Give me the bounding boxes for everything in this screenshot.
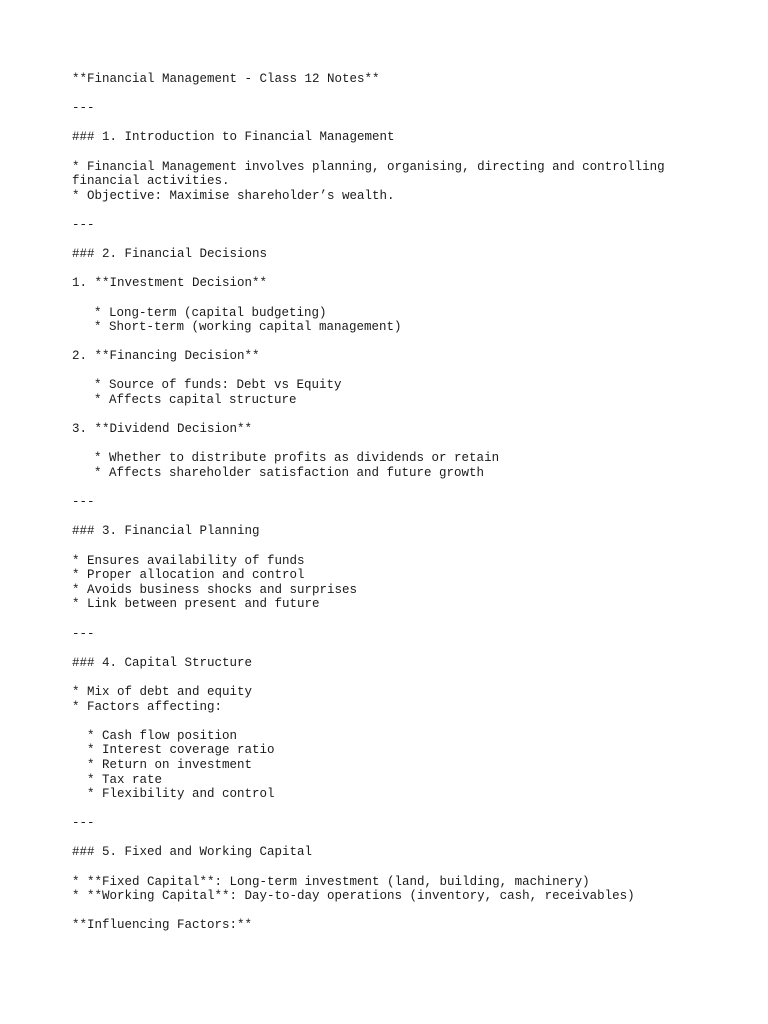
document-title: **Financial Management - Class 12 Notes** (72, 72, 380, 86)
capital-item: * **Fixed Capital**: Long-term investment (land, building, machinery) (72, 874, 590, 889)
separator: --- (72, 101, 95, 116)
factor-item: * Cash flow position (87, 728, 238, 743)
influencing-factors-label: **Influencing Factors:** (72, 918, 253, 933)
section-1-bullet: * Objective: Maximise shareholder’s wealth. (72, 188, 395, 203)
factor-item: * Interest coverage ratio (87, 743, 275, 758)
capital-item: * **Working Capital**: Day-to-day operations (inventory, cash, receivables) (72, 889, 635, 904)
section-2-heading: ### 2. Financial Decisions (72, 247, 268, 262)
decision-title: 2. **Financing Decision** (72, 349, 260, 364)
section-3-heading: ### 3. Financial Planning (72, 524, 260, 539)
decision-item: * Affects capital structure (94, 393, 297, 408)
capital-structure-item: * Factors affecting: (72, 699, 223, 714)
separator: --- (72, 626, 95, 641)
decision-title: 3. **Dividend Decision** (72, 422, 253, 437)
separator: --- (72, 217, 95, 232)
planning-item: * Avoids business shocks and surprises (72, 582, 358, 597)
decision-item: * Short-term (working capital management) (94, 320, 402, 335)
capital-structure-item: * Mix of debt and equity (72, 684, 253, 699)
planning-item: * Link between present and future (72, 597, 320, 612)
planning-item: * Proper allocation and control (72, 568, 305, 583)
decision-title: 1. **Investment Decision** (72, 276, 268, 291)
separator: --- (72, 495, 95, 510)
section-1-bullet: * Financial Management involves planning, organising, directing and controlling financial activities. (72, 159, 673, 189)
section-1-heading: ### 1. Introduction to Financial Management (72, 130, 395, 145)
factor-item: * Return on investment (87, 757, 253, 772)
factor-item: * Tax rate (87, 772, 163, 787)
document-page (72, 72, 712, 933)
planning-item: * Ensures availability of funds (72, 553, 305, 568)
factor-item: * Flexibility and control (87, 787, 275, 802)
decision-item: * Source of funds: Debt vs Equity (94, 378, 342, 393)
decision-item: * Whether to distribute profits as dividends or retain (94, 451, 500, 466)
section-5-heading: ### 5. Fixed and Working Capital (72, 845, 313, 860)
decision-item: * Affects shareholder satisfaction and future growth (94, 466, 485, 481)
separator: --- (72, 816, 95, 831)
decision-item: * Long-term (capital budgeting) (94, 305, 327, 320)
section-4-heading: ### 4. Capital Structure (72, 655, 253, 670)
